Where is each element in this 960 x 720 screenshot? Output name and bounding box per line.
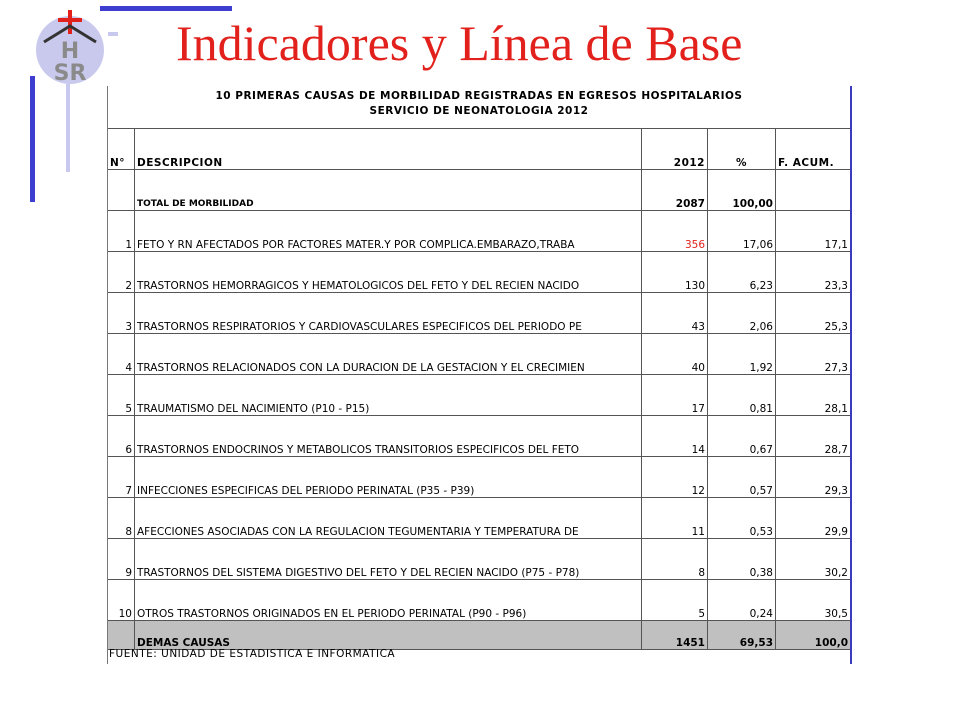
row-number: 1 [108,211,135,252]
row-value: 356 [642,211,708,252]
sheet-left-border [107,86,108,664]
total-description: TOTAL DE MORBILIDAD [135,170,642,211]
logo-cross-horizontal [58,18,82,22]
row-number: 7 [108,457,135,498]
demas-num [108,621,135,650]
row-description: AFECCIONES ASOCIADAS CON LA REGULACION TEGUMENTARIA Y TEMPERATURA DE [135,498,642,539]
row-description: FETO Y RN AFECTADOS POR FACTORES MATER.Y POR COMPLICA.EMBARAZO,TRABA [135,211,642,252]
row-accumulated: 29,9 [776,498,851,539]
row-accumulated: 30,2 [776,539,851,580]
row-value: 5 [642,580,708,621]
row-description: TRASTORNOS RESPIRATORIOS Y CARDIOVASCULARES ESPECIFICOS DEL PERIODO PE [135,293,642,334]
row-percent: 0,38 [708,539,776,580]
row-percent: 1,92 [708,334,776,375]
hospital-logo [30,6,110,86]
slide-title: Indicadores y Línea de Base [176,15,743,71]
row-percent: 0,24 [708,580,776,621]
total-value: 2087 [642,170,708,211]
table-row [108,252,851,293]
demas-accumulated: 100,0 [776,621,851,650]
table-row [108,211,851,252]
row-value: 43 [642,293,708,334]
row-accumulated: 27,3 [776,334,851,375]
frame-left-bar [30,76,35,202]
row-percent: 6,23 [708,252,776,293]
logo-letter-top: H [60,39,80,64]
row-accumulated: 28,1 [776,375,851,416]
table-row [108,334,851,375]
table-row [108,416,851,457]
header-num: N° [108,129,135,170]
row-description: TRASTORNOS RELACIONADOS CON LA DURACION DE LA GESTACION Y EL CRECIMIEN [135,334,642,375]
sheet-title-line2: SERVICIO DE NEONATOLOGIA 2012 [369,105,589,117]
row-accumulated: 30,5 [776,580,851,621]
table-row [108,539,851,580]
table-row [108,580,851,621]
header-accumulated: F. ACUM. [776,129,851,170]
row-value: 40 [642,334,708,375]
header-description: DESCRIPCION [135,129,642,170]
sheet-title-line1: 10 PRIMERAS CAUSAS DE MORBILIDAD REGISTRADAS EN EGRESOS HOSPITALARIOS [215,90,743,102]
row-accumulated: 29,3 [776,457,851,498]
row-number: 10 [108,580,135,621]
row-percent: 17,06 [708,211,776,252]
row-percent: 0,57 [708,457,776,498]
table-header-row [108,129,851,170]
row-value: 17 [642,375,708,416]
row-number: 5 [108,375,135,416]
morbidity-sheet [107,86,851,664]
row-percent: 0,53 [708,498,776,539]
total-percent: 100,00 [708,170,776,211]
demas-causas-row [108,621,851,650]
row-description: TRASTORNOS DEL SISTEMA DIGESTIVO DEL FETO Y DEL RECIEN NACIDO (P75 - P78) [135,539,642,580]
row-number: 9 [108,539,135,580]
frame-top-bar [100,6,232,11]
row-number: 6 [108,416,135,457]
morbidity-table [107,128,851,650]
row-value: 14 [642,416,708,457]
row-number: 8 [108,498,135,539]
row-accumulated: 17,1 [776,211,851,252]
row-value: 8 [642,539,708,580]
row-description: TRAUMATISMO DEL NACIMIENTO (P10 - P15) [135,375,642,416]
demas-percent: 69,53 [708,621,776,650]
logo-letters-bottom: SR [53,61,87,86]
demas-description: DEMAS CAUSAS [135,621,642,650]
total-row [108,170,851,211]
row-accumulated: 28,7 [776,416,851,457]
row-value: 12 [642,457,708,498]
row-percent: 2,06 [708,293,776,334]
header-percent: % [708,129,776,170]
row-description: TRASTORNOS ENDOCRINOS Y METABOLICOS TRANSITORIOS ESPECIFICOS DEL FETO [135,416,642,457]
row-percent: 0,67 [708,416,776,457]
header-year: 2012 [642,129,708,170]
row-percent: 0,81 [708,375,776,416]
row-value: 11 [642,498,708,539]
row-description: OTROS TRASTORNOS ORIGINADOS EN EL PERIODO PERINATAL (P90 - P96) [135,580,642,621]
row-number: 3 [108,293,135,334]
table-row [108,457,851,498]
row-accumulated: 23,3 [776,252,851,293]
total-accumulated [776,170,851,211]
row-description: INFECCIONES ESPECIFICAS DEL PERIODO PERINATAL (P35 - P39) [135,457,642,498]
frame-left-accent [66,84,70,172]
total-num [108,170,135,211]
sheet-footer-source: FUENTE: UNIDAD DE ESTADISTICA E INFORMATICA [109,648,396,660]
row-number: 4 [108,334,135,375]
table-row [108,375,851,416]
row-number: 2 [108,252,135,293]
demas-value: 1451 [642,621,708,650]
table-row [108,293,851,334]
row-description: TRASTORNOS HEMORRAGICOS Y HEMATOLOGICOS DEL FETO Y DEL RECIEN NACIDO [135,252,642,293]
sheet-right-border [850,86,852,664]
row-accumulated: 25,3 [776,293,851,334]
row-value: 130 [642,252,708,293]
table-row [108,498,851,539]
